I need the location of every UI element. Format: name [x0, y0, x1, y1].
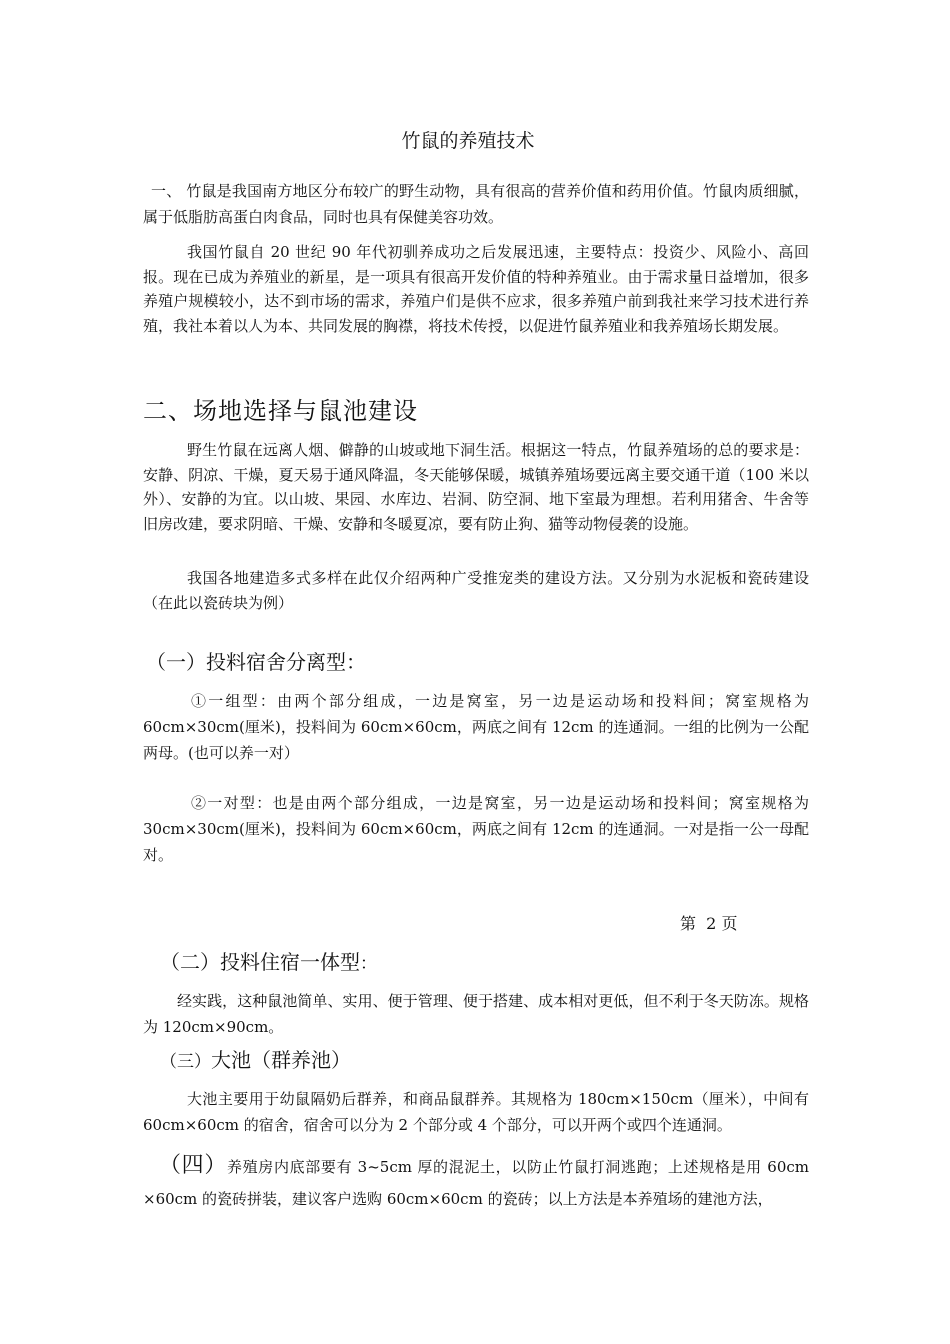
large-pool-paragraph: 大池主要用于幼鼠隔奶后群养，和商品鼠群养。其规格为 180cm×150cm（厘米），中间有 60cm×60cm 的宿舍，宿舍可以分为 2 个部分或 4 个部分，可以开两个或四个连通洞。: [143, 1090, 809, 1134]
section-4-heading: （四）: [159, 1153, 227, 1178]
section2-paragraph-1: 野生竹鼠在远离人烟、僻静的山坡或地下洞生活。根据这一特点，竹鼠养殖场的总的要求是：安静、阴凉、干燥，夏天易于通风降温，冬天能够保暖，城镇养殖场要远离主要交通干道（100 米以外）、安静的为宜。以山坡、果园、水库边、岩洞、防空洞、地下室最为理想。若利用猪舍、牛舍等旧房改建，要求阴暗、干燥、安静和冬暖夏凉，要有防止狗、猫等动物侵袭的设施。: [143, 441, 809, 533]
section-4-paragraph: [143, 1150, 809, 1215]
separate-type-item-2: ②一对型：也是由两个部分组成，一边是窝室，另一边是运动场和投料间；窝室规格为 30cm×30cm(厘米)，投料间为 60cm×60cm，两底之间有 12cm 的连通洞。一对是指一公一母配对。: [143, 794, 809, 864]
section2-paragraph-2: 我国各地建造多式多样在此仅介绍两种广受推宠类的建设方法。又分别为水泥板和瓷砖建设（在此以瓷砖块为例）: [143, 569, 809, 612]
section-heading-site-selection: 二、场地选择与鼠池建设: [143, 397, 418, 425]
large-pool-heading-prefix: （三）: [160, 1052, 211, 1072]
document-title: 竹鼠的养殖技术: [401, 130, 535, 152]
integrated-type-heading-main: 投料住宿一体型: [220, 950, 360, 974]
page-number: 第 2 页: [680, 914, 738, 933]
subsection-heading-large-pool: [160, 1046, 351, 1076]
integrated-type-heading-prefix: （二）: [160, 950, 220, 974]
large-pool-heading-main: 大池（群养池）: [211, 1048, 351, 1072]
intro-paragraph-2: 我国竹鼠自 20 世纪 90 年代初驯养成功之后发展迅速，主要特点：投资少、风险小、高回报。现在已成为养殖业的新星，是一项具有很高开发价值的特种养殖业。由于需求量日益增加，很多养殖户规模较小，达不到市场的需求，养殖户们是供不应求，很多养殖户前到我社来学习技术进行养殖，我社本着以人为本、共同发展的胸襟，将技术传授，以促进竹鼠养殖业和我养殖场长期发展。: [143, 243, 809, 335]
separate-type-item-1: ①一组型：由两个部分组成，一边是窝室，另一边是运动场和投料间；窝室规格为 60cm×30cm(厘米)，投料间为 60cm×60cm，两底之间有 12cm 的连通洞。一组的比例为一公配两母。(也可以养一对）: [143, 692, 809, 762]
intro-paragraph-1: 一、 竹鼠是我国南方地区分布较广的野生动物，具有很高的营养价值和药用价值。竹鼠肉质细腻，属于低脂肪高蛋白肉食品，同时也具有保健美容功效。: [143, 182, 809, 226]
subsection-heading-separate-type: （一）投料宿舍分离型：: [146, 650, 366, 674]
section-4-text: 养殖房内底部要有 3~5cm 厚的混泥土，以防止竹鼠打洞逃跑；上述规格是用 60cm ×60cm 的瓷砖拼装，建议客户选购 60cm×60cm 的瓷砖；以上方法是本养殖场的建池方法，: [143, 1158, 809, 1208]
subsection-heading-integrated-type: [160, 948, 377, 978]
integrated-type-paragraph: 经实践，这种鼠池简单、实用、便于管理、便于搭建、成本相对更低，但不利于冬天防冻。规格为 120cm×90cm。: [143, 992, 809, 1036]
integrated-type-heading-suffix: ：: [360, 954, 377, 974]
